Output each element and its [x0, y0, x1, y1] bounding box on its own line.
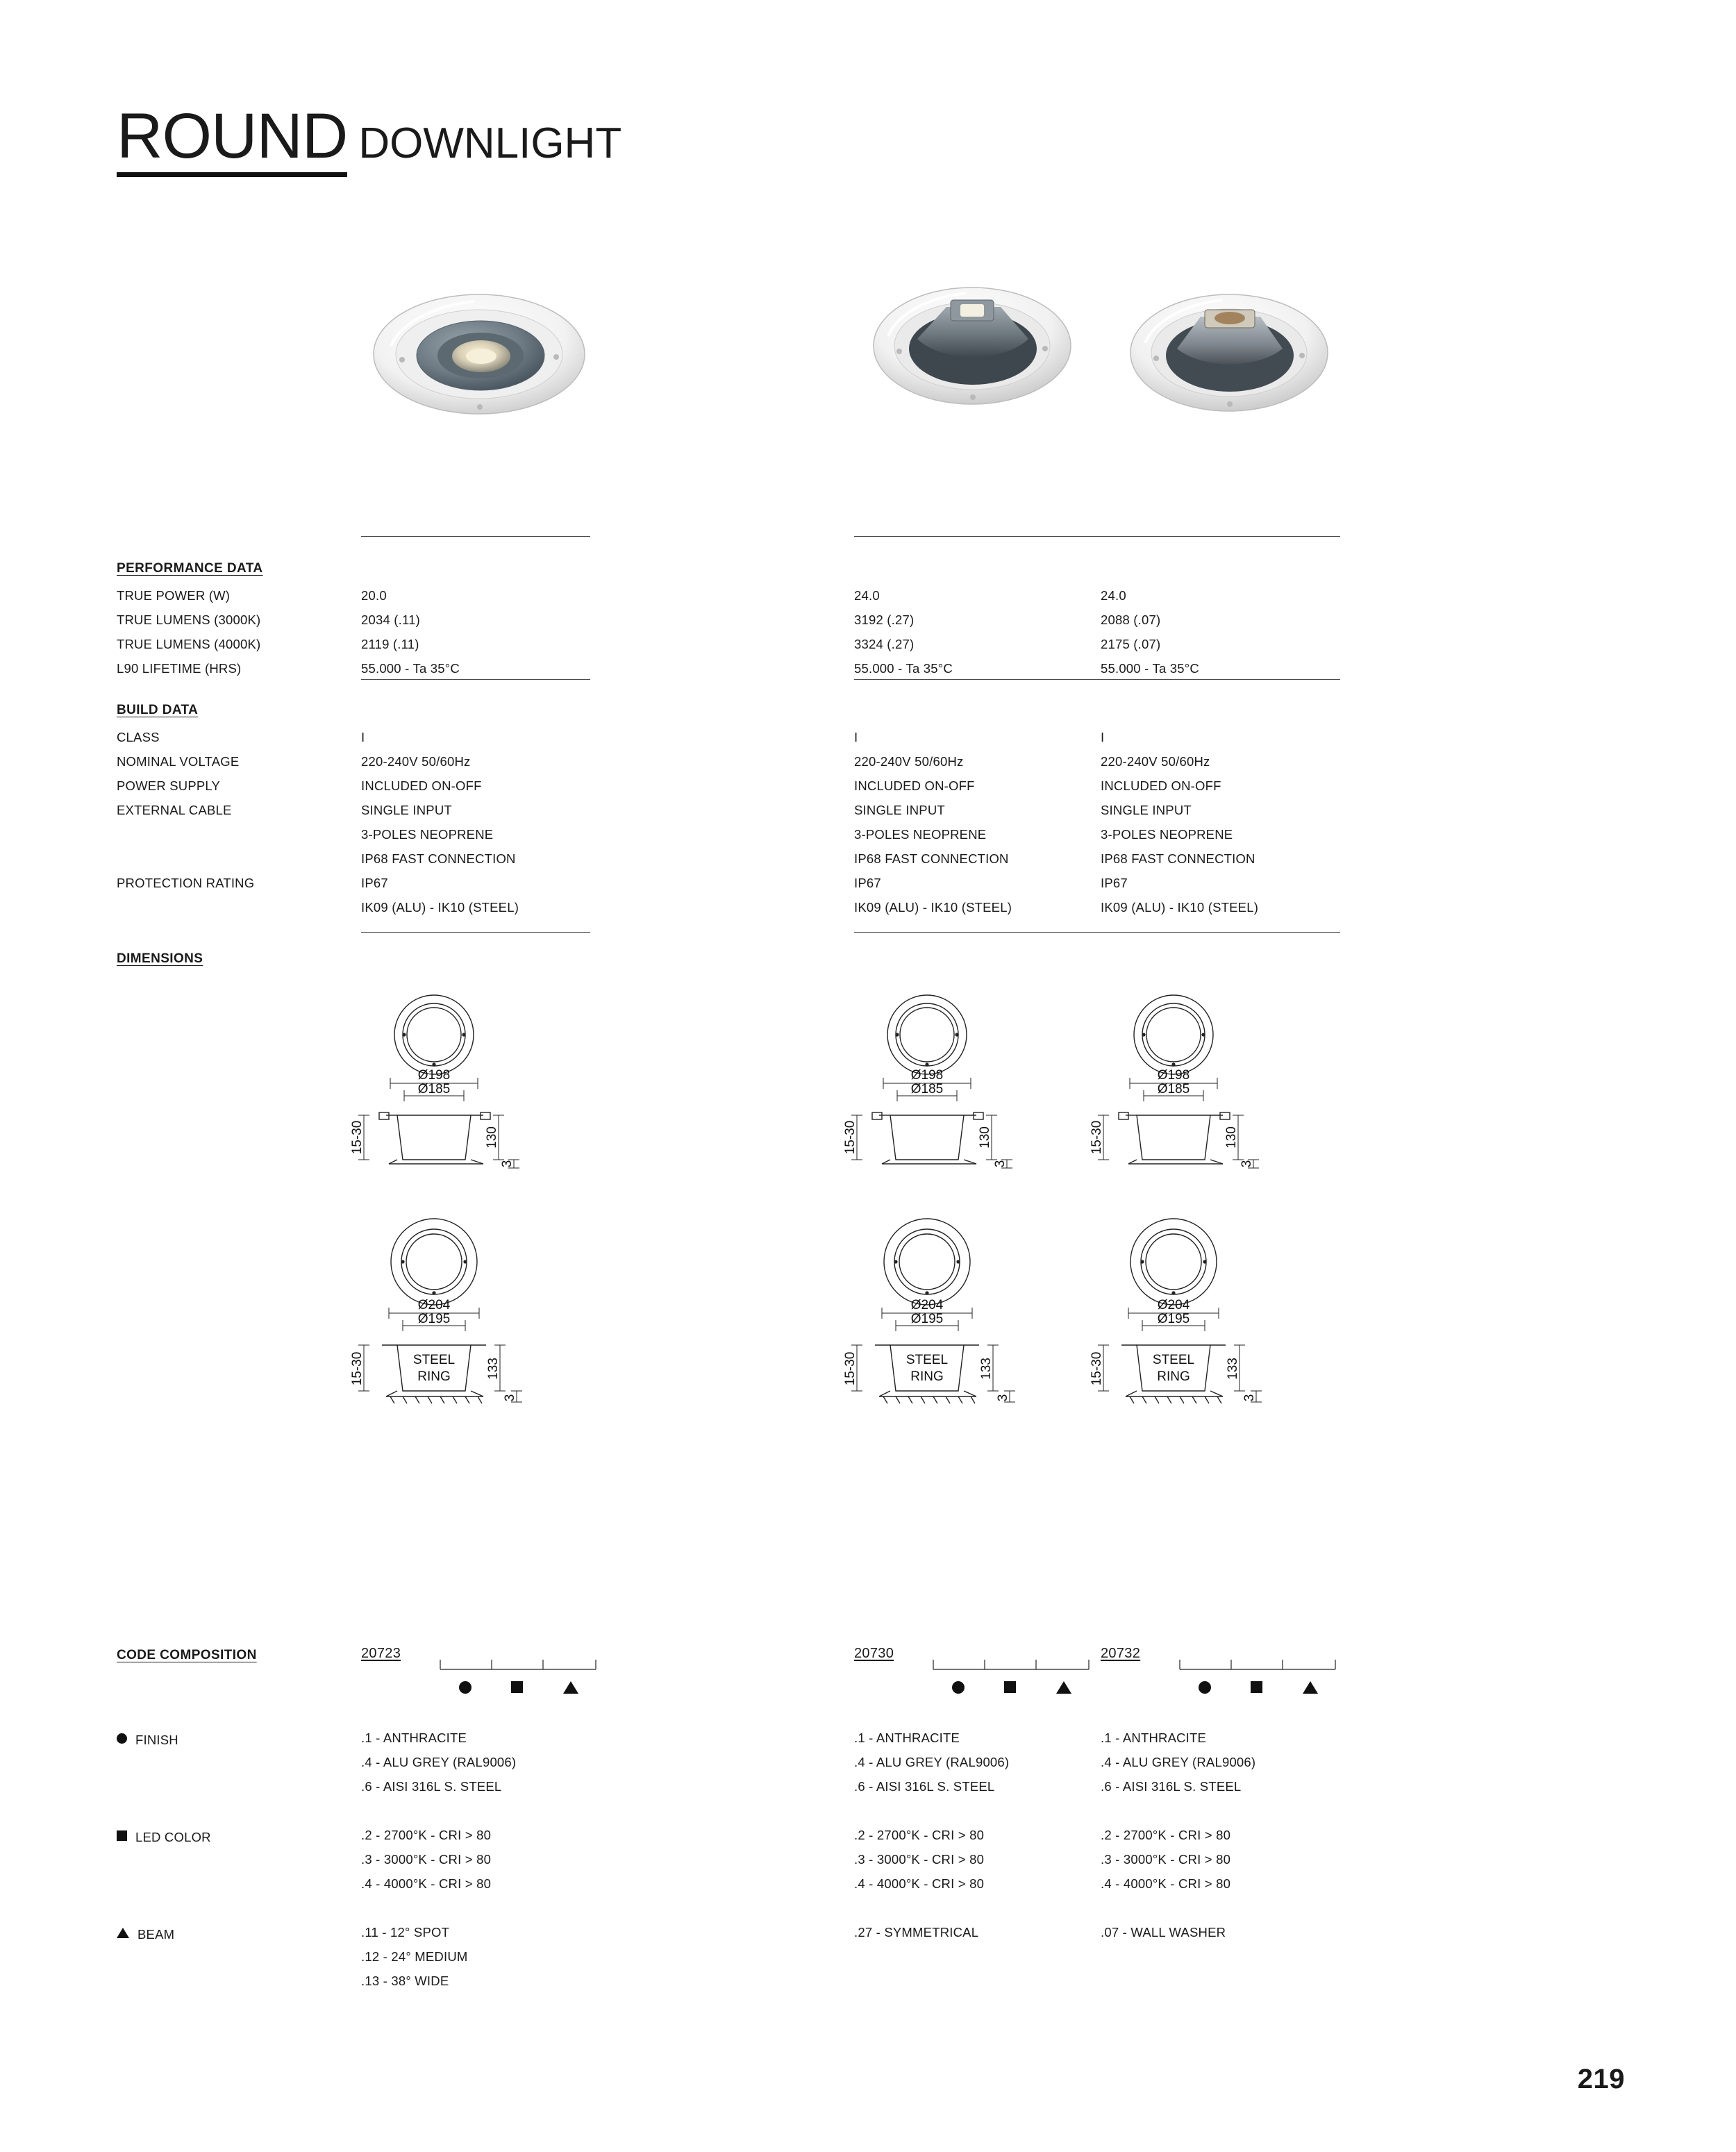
build-label-spacer	[117, 822, 254, 846]
performance-value: 55.000 - Ta 35°C	[1101, 661, 1199, 676]
performance-values-column-1	[361, 583, 460, 681]
beam-option: .27 - SYMMETRICAL	[854, 1925, 979, 1940]
performance-value: 2034 (.11)	[361, 612, 420, 627]
svg-text:Ø195: Ø195	[417, 1312, 451, 1326]
performance-value: 24.0	[854, 588, 880, 603]
build-value: SINGLE INPUT	[361, 803, 452, 817]
led-color-options-column-2	[854, 1823, 984, 1896]
spec-rule-col1-mid	[361, 679, 590, 680]
led-color-option: .3 - 3000°K - CRI > 80	[361, 1852, 492, 1867]
build-value: 220-240V 50/60Hz	[854, 754, 964, 769]
svg-text:STEEL: STEEL	[1152, 1353, 1195, 1367]
svg-text:3: 3	[996, 1394, 1010, 1402]
performance-values-column-2	[854, 583, 953, 681]
svg-text:Ø198: Ø198	[1157, 1068, 1190, 1083]
svg-text:15-30: 15-30	[1090, 1351, 1104, 1386]
finish-option: .4 - ALU GREY (RAL9006)	[1101, 1755, 1256, 1769]
svg-text:15-30: 15-30	[843, 1120, 858, 1155]
build-value: IK09 (ALU) - IK10 (STEEL)	[854, 900, 1012, 915]
build-value: 220-240V 50/60Hz	[361, 754, 471, 769]
build-value: 220-240V 50/60Hz	[1101, 754, 1210, 769]
led-color-option: .4 - 4000°K - CRI > 80	[854, 1876, 985, 1891]
finish-option: .1 - ANTHRACITE	[1101, 1730, 1207, 1745]
svg-text:RING: RING	[910, 1369, 944, 1384]
build-value: IP67	[1101, 876, 1128, 890]
dimension-drawing-top-col3	[1087, 986, 1281, 1187]
svg-text:Ø204: Ø204	[417, 1298, 451, 1312]
beam-option: .12 - 24° MEDIUM	[361, 1949, 468, 1964]
finish-option: .6 - AISI 316L S. STEEL	[854, 1779, 995, 1794]
led-color-option: .2 - 2700°K - CRI > 80	[361, 1828, 492, 1842]
circle-marker-icon	[117, 1733, 127, 1744]
svg-text:Ø204: Ø204	[1157, 1298, 1190, 1312]
svg-text:133: 133	[979, 1358, 994, 1380]
svg-text:Ø198: Ø198	[910, 1068, 944, 1083]
dimension-drawing-bottom-col1	[347, 1212, 542, 1420]
performance-values-column-3	[1101, 583, 1199, 681]
svg-text:Ø198: Ø198	[417, 1068, 451, 1083]
build-value: 3-POLES NEOPRENE	[361, 827, 494, 842]
build-values-column-3	[1101, 725, 1258, 919]
build-label: NOMINAL VOLTAGE	[117, 754, 240, 769]
build-value: IK09 (ALU) - IK10 (STEEL)	[1101, 900, 1259, 915]
build-value: I	[854, 730, 858, 744]
dimension-drawing-top-col1	[347, 986, 542, 1187]
performance-label: TRUE LUMENS (3000K)	[117, 612, 261, 627]
page-title	[117, 101, 622, 177]
build-label: POWER SUPPLY	[117, 778, 221, 793]
build-label: EXTERNAL CABLE	[117, 803, 232, 817]
svg-text:RING: RING	[1157, 1369, 1190, 1384]
performance-value: 24.0	[1101, 588, 1126, 603]
dimension-drawing-bottom-col2	[840, 1212, 1035, 1420]
performance-value: 2119 (.11)	[361, 637, 419, 651]
led-color-options-column-1	[361, 1823, 491, 1896]
build-value: SINGLE INPUT	[854, 803, 945, 817]
build-value: IP68 FAST CONNECTION	[361, 851, 516, 866]
performance-value: 3324 (.27)	[854, 637, 915, 651]
beam-option: .07 - WALL WASHER	[1101, 1925, 1226, 1940]
build-value: IP68 FAST CONNECTION	[1101, 851, 1255, 866]
legend-led-color	[117, 1830, 211, 1845]
performance-value: 2088 (.07)	[1101, 612, 1161, 627]
build-value: INCLUDED ON-OFF	[361, 778, 482, 793]
triangle-marker-icon	[117, 1928, 129, 1938]
svg-text:133: 133	[1226, 1358, 1240, 1380]
svg-text:15-30: 15-30	[1090, 1120, 1104, 1155]
svg-text:3: 3	[1240, 1160, 1254, 1168]
led-color-option: .3 - 3000°K - CRI > 80	[1101, 1852, 1231, 1867]
svg-text:133: 133	[486, 1358, 501, 1380]
beam-option: .11 - 12° SPOT	[361, 1925, 450, 1940]
beam-options-column-3	[1101, 1920, 1226, 1944]
build-label-list	[117, 725, 254, 895]
code-value-1: 20723	[361, 1646, 401, 1661]
finish-option: .4 - ALU GREY (RAL9006)	[854, 1755, 1010, 1769]
round-downlight-spot-photo	[372, 271, 587, 437]
dimensions-heading: DIMENSIONS	[117, 951, 203, 966]
build-value: I	[361, 730, 365, 744]
build-value: I	[1101, 730, 1105, 744]
svg-text:130: 130	[485, 1126, 499, 1149]
svg-text:RING: RING	[417, 1369, 451, 1384]
performance-label-list	[117, 583, 260, 681]
code-composition-heading: CODE COMPOSITION	[117, 1648, 257, 1662]
build-value: 3-POLES NEOPRENE	[1101, 827, 1233, 842]
page-title-main: ROUND	[117, 104, 347, 177]
code-bracket-1	[436, 1654, 603, 1706]
code-bracket-2	[929, 1654, 1096, 1706]
spec-rule-col23-bottom	[854, 932, 1340, 933]
finish-options-column-2	[854, 1726, 1009, 1799]
svg-text:3: 3	[1242, 1394, 1257, 1402]
build-value: IK09 (ALU) - IK10 (STEEL)	[361, 900, 519, 915]
led-color-options-column-3	[1101, 1823, 1230, 1896]
svg-text:Ø195: Ø195	[910, 1312, 944, 1326]
build-label: CLASS	[117, 730, 160, 744]
svg-text:Ø185: Ø185	[910, 1082, 944, 1096]
legend-finish	[117, 1733, 178, 1748]
build-label: PROTECTION RATING	[117, 876, 255, 890]
led-color-option: .3 - 3000°K - CRI > 80	[854, 1852, 985, 1867]
dimension-drawing-top-col2	[840, 986, 1035, 1187]
led-color-option: .2 - 2700°K - CRI > 80	[854, 1828, 985, 1842]
spec-rule-col23-top	[854, 536, 1340, 537]
svg-text:3: 3	[503, 1394, 517, 1402]
build-value: IP67	[854, 876, 881, 890]
build-label-spacer	[117, 846, 254, 871]
finish-option: .4 - ALU GREY (RAL9006)	[361, 1755, 517, 1769]
led-color-option: .2 - 2700°K - CRI > 80	[1101, 1828, 1231, 1842]
performance-value: 55.000 - Ta 35°C	[854, 661, 953, 676]
spec-rule-col1-bottom	[361, 932, 590, 933]
led-color-option: .4 - 4000°K - CRI > 80	[361, 1876, 492, 1891]
performance-value: 3192 (.27)	[854, 612, 915, 627]
svg-text:15-30: 15-30	[350, 1120, 365, 1155]
svg-text:Ø204: Ø204	[910, 1298, 944, 1312]
legend-led-color-label: LED COLOR	[135, 1830, 211, 1844]
build-values-column-1	[361, 725, 519, 919]
page-number: 219	[1577, 2064, 1625, 2094]
legend-finish-label: FINISH	[135, 1733, 178, 1747]
performance-label: TRUE LUMENS (4000K)	[117, 637, 261, 651]
code-value-3: 20732	[1101, 1646, 1141, 1661]
finish-option: .6 - AISI 316L S. STEEL	[361, 1779, 502, 1794]
svg-text:15-30: 15-30	[843, 1351, 858, 1386]
square-marker-icon	[117, 1830, 127, 1841]
beam-options-column-2	[854, 1920, 978, 1944]
svg-text:130: 130	[1224, 1126, 1239, 1149]
build-value: IP67	[361, 876, 388, 890]
page-title-sub: DOWNLIGHT	[358, 119, 622, 167]
build-value: INCLUDED ON-OFF	[854, 778, 975, 793]
spec-rule-col1-top	[361, 536, 590, 537]
svg-text:3: 3	[993, 1160, 1008, 1168]
finish-option: .1 - ANTHRACITE	[361, 1730, 467, 1745]
performance-value: 2175 (.07)	[1101, 637, 1161, 651]
build-value: 3-POLES NEOPRENE	[854, 827, 987, 842]
build-value: IP68 FAST CONNECTION	[854, 851, 1009, 866]
svg-text:Ø185: Ø185	[417, 1082, 451, 1096]
performance-label: L90 LIFETIME (HRS)	[117, 661, 242, 676]
beam-options-column-1	[361, 1920, 468, 1993]
performance-value: 55.000 - Ta 35°C	[361, 661, 460, 676]
finish-option: .1 - ANTHRACITE	[854, 1730, 960, 1745]
round-downlight-wallwasher-photo	[1128, 271, 1330, 437]
finish-option: .6 - AISI 316L S. STEEL	[1101, 1779, 1242, 1794]
svg-text:3: 3	[500, 1160, 515, 1168]
svg-text:STEEL: STEEL	[905, 1353, 949, 1367]
build-value: SINGLE INPUT	[1101, 803, 1192, 817]
finish-options-column-1	[361, 1726, 516, 1799]
round-downlight-symmetrical-photo	[871, 264, 1073, 431]
svg-text:Ø195: Ø195	[1157, 1312, 1190, 1326]
svg-text:STEEL: STEEL	[412, 1353, 456, 1367]
legend-beam	[117, 1927, 174, 1942]
performance-data-heading: PERFORMANCE DATA	[117, 561, 263, 576]
legend-beam-label: BEAM	[137, 1927, 175, 1942]
build-value: INCLUDED ON-OFF	[1101, 778, 1221, 793]
performance-value: 20.0	[361, 588, 387, 603]
spec-rule-col23-mid	[854, 679, 1340, 680]
svg-text:15-30: 15-30	[350, 1351, 365, 1386]
finish-options-column-3	[1101, 1726, 1255, 1799]
svg-text:Ø185: Ø185	[1157, 1082, 1190, 1096]
performance-label: TRUE POWER (W)	[117, 588, 231, 603]
code-value-2: 20730	[854, 1646, 894, 1661]
svg-text:130: 130	[978, 1126, 992, 1149]
led-color-option: .4 - 4000°K - CRI > 80	[1101, 1876, 1231, 1891]
beam-option: .13 - 38° WIDE	[361, 1974, 449, 1988]
code-bracket-3	[1176, 1654, 1342, 1706]
build-values-column-2	[854, 725, 1012, 919]
dimension-drawing-bottom-col3	[1087, 1212, 1281, 1420]
build-data-heading: BUILD DATA	[117, 703, 199, 717]
